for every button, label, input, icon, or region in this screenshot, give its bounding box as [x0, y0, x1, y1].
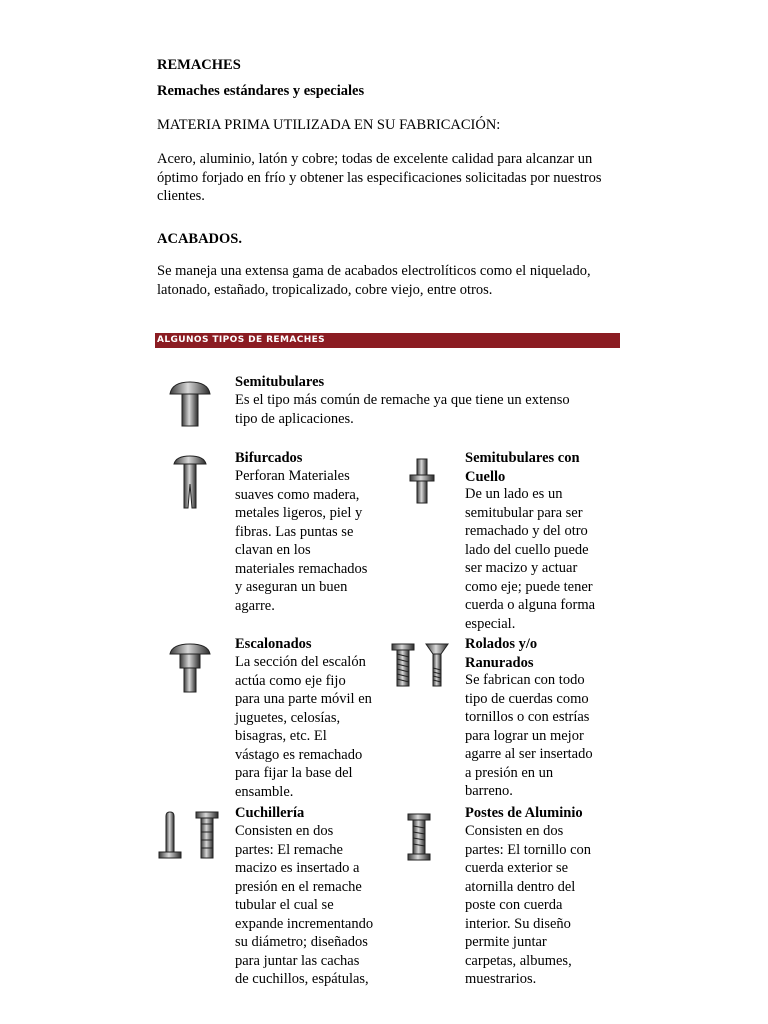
doc-subtitle: Remaches estándares y especiales [157, 83, 365, 99]
item-text-rolados: Se fabrican con todo tipo de cuerdas como tornillos o con estrías para lograr un mejor agarre al ser insertado a presión en un barreno. [465, 672, 593, 799]
item-text-semitubulares: Es el tipo más común de remache ya que tiene un extenso tipo de aplicaciones. [235, 392, 570, 427]
item-title-postes: Postes de Aluminio [465, 805, 583, 821]
threaded-rivet-icon [390, 642, 454, 690]
item-title-bifurcados: Bifurcados [235, 450, 303, 466]
cutlery-rivet-icon [156, 810, 222, 862]
shoulder-rivet-icon [408, 458, 436, 504]
materia-text: Acero, aluminio, latón y cobre; todas de excelente calidad para alcanzar un óptimo forjado en frío y obtener las especificaciones solicitadas por nuestros clientes. [157, 151, 602, 204]
item-title-semitubulares-cuello: Semitubulares con Cuello [465, 450, 580, 485]
materia-heading: MATERIA PRIMA UTILIZADA EN SU FABRICACIÓN: [157, 117, 501, 133]
item-text-bifurcados: Perforan Materiales suaves como madera, metales ligeros, piel y fibras. Las puntas se clavan en los materiales remachados y aseguran un buen agarre. [235, 468, 368, 614]
acabados-heading: ACABADOS. [157, 231, 242, 247]
item-text-escalonados: La sección del escalón actúa como eje fijo para una parte móvil en juguetes, celosías, bisagras, etc. El vástago es remachado para fijar la base del ensamble. [235, 654, 372, 800]
bifurcated-rivet-icon [172, 454, 208, 510]
item-title-semitubulares: Semitubulares [235, 374, 325, 390]
stepped-rivet-icon [168, 642, 212, 694]
item-title-rolados: Rolados y/o Ranurados [465, 636, 538, 671]
doc-title: REMACHES [157, 57, 241, 73]
item-text-cuchilleria: Consisten en dos partes: El remache macizo es insertado a presión en el remache tubular el cual se expande incrementando su diámetro; diseñados para juntar las cachas de cuchillos, espátulas, [235, 823, 374, 987]
item-title-cuchilleria: Cuchillería [235, 805, 305, 821]
item-text-postes: Consisten en dos partes: El tornillo con cuerda exterior se atornilla dentro del poste con cuerda interior. Su diseño permite juntar carpetas, albumes, muestrarios. [465, 823, 592, 987]
acabados-text: Se maneja una extensa gama de acabados electrolíticos como el niquelado, latonado, estañado, tropicalizado, cobre viejo, entre otros. [157, 263, 591, 298]
aluminum-post-icon [406, 812, 432, 862]
semitubular-rivet-icon [168, 380, 212, 428]
banner-label: ALGUNOS TIPOS DE REMACHES [157, 335, 326, 345]
item-text-semitubulares-cuello: De un lado es un semitubular para ser remachado y del otro lado del cuello puede ser macizo y actuar como eje; puede tener cuerda o alguna forma especial. [465, 486, 596, 632]
item-title-escalonados: Escalonados [235, 636, 312, 652]
section-banner [155, 333, 620, 348]
